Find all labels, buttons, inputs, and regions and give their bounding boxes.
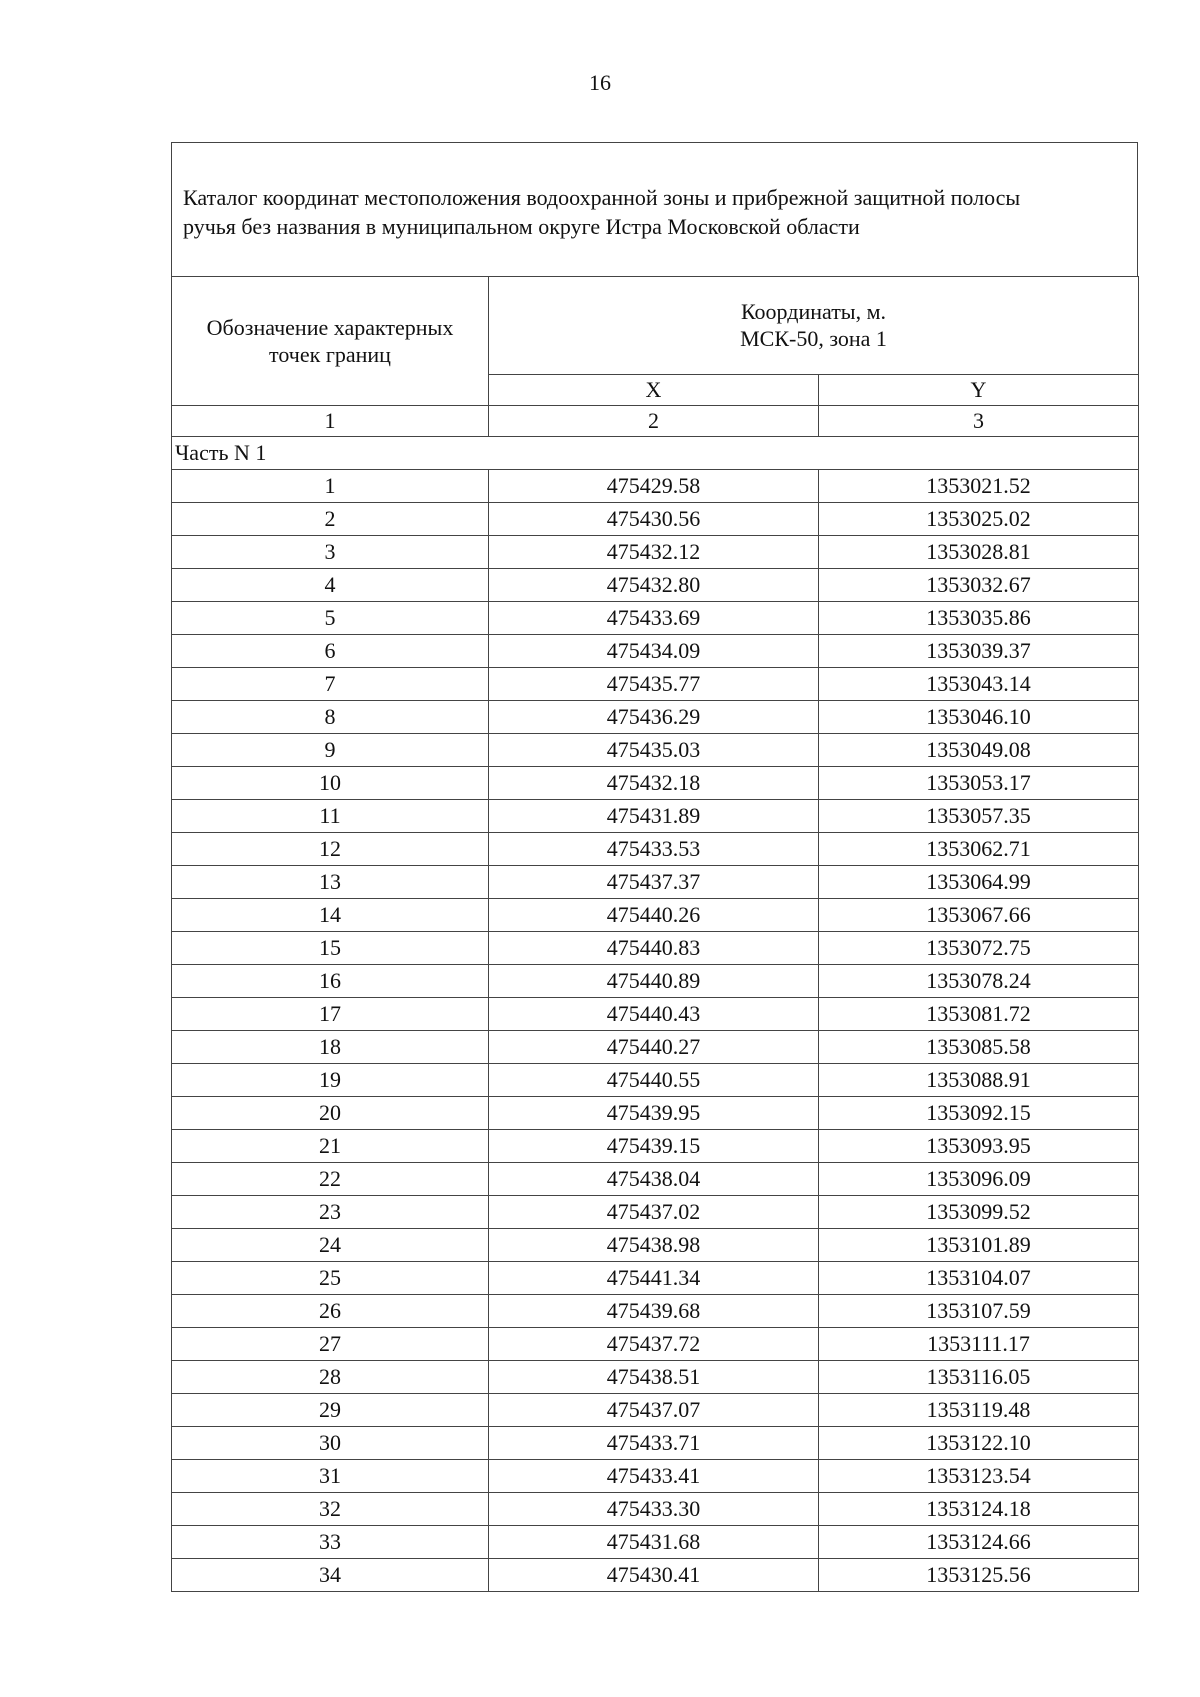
point-number-cell: 28 bbox=[172, 1361, 489, 1394]
table-row bbox=[172, 767, 1139, 800]
y-coordinate-cell: 1353067.66 bbox=[819, 899, 1139, 932]
y-coordinate-cell: 1353085.58 bbox=[819, 1031, 1139, 1064]
table-row bbox=[172, 1460, 1139, 1493]
point-number-cell: 16 bbox=[172, 965, 489, 998]
y-coordinate-cell: 1353053.17 bbox=[819, 767, 1139, 800]
table-row bbox=[172, 1526, 1139, 1559]
part-label: Часть N 1 bbox=[172, 437, 1139, 470]
point-number-cell: 29 bbox=[172, 1394, 489, 1427]
x-coordinate-cell: 475440.83 bbox=[489, 932, 819, 965]
table-row bbox=[172, 1427, 1139, 1460]
point-number-cell: 25 bbox=[172, 1262, 489, 1295]
column-number-row bbox=[172, 406, 1139, 437]
x-coordinate-cell: 475438.98 bbox=[489, 1229, 819, 1262]
point-number-cell: 22 bbox=[172, 1163, 489, 1196]
table-row bbox=[172, 1493, 1139, 1526]
point-number-cell: 3 bbox=[172, 536, 489, 569]
point-number-cell: 5 bbox=[172, 602, 489, 635]
column-number-3: 3 bbox=[819, 406, 1139, 437]
y-coordinate-cell: 1353057.35 bbox=[819, 800, 1139, 833]
y-coordinate-cell: 1353111.17 bbox=[819, 1328, 1139, 1361]
point-number-cell: 20 bbox=[172, 1097, 489, 1130]
x-coordinate-cell: 475435.03 bbox=[489, 734, 819, 767]
x-coordinate-cell: 475439.95 bbox=[489, 1097, 819, 1130]
x-coordinate-cell: 475432.18 bbox=[489, 767, 819, 800]
table-row bbox=[172, 569, 1139, 602]
table-row bbox=[172, 734, 1139, 767]
x-coordinate-cell: 475431.68 bbox=[489, 1526, 819, 1559]
table-row bbox=[172, 701, 1139, 734]
y-coordinate-cell: 1353046.10 bbox=[819, 701, 1139, 734]
point-number-cell: 26 bbox=[172, 1295, 489, 1328]
table-row bbox=[172, 899, 1139, 932]
y-coordinate-cell: 1353088.91 bbox=[819, 1064, 1139, 1097]
x-coordinate-cell: 475440.27 bbox=[489, 1031, 819, 1064]
table-row bbox=[172, 800, 1139, 833]
table-row bbox=[172, 503, 1139, 536]
header-point-label-line-1: Обозначение характерных bbox=[206, 315, 454, 340]
table-row bbox=[172, 536, 1139, 569]
x-coordinate-cell: 475440.26 bbox=[489, 899, 819, 932]
table-row bbox=[172, 1130, 1139, 1163]
y-coordinate-cell: 1353123.54 bbox=[819, 1460, 1139, 1493]
x-coordinate-cell: 475430.41 bbox=[489, 1559, 819, 1592]
table-row bbox=[172, 1361, 1139, 1394]
coordinate-catalog bbox=[171, 142, 1138, 1592]
document-title bbox=[171, 142, 1138, 276]
part-row bbox=[172, 437, 1139, 470]
x-coordinate-cell: 475437.02 bbox=[489, 1196, 819, 1229]
header-point-label-line-2: точек границ bbox=[269, 342, 391, 367]
table-row bbox=[172, 1262, 1139, 1295]
x-coordinate-cell: 475441.34 bbox=[489, 1262, 819, 1295]
header-x: X bbox=[489, 374, 819, 405]
table-row bbox=[172, 1031, 1139, 1064]
y-coordinate-cell: 1353093.95 bbox=[819, 1130, 1139, 1163]
table-row bbox=[172, 602, 1139, 635]
y-coordinate-cell: 1353125.56 bbox=[819, 1559, 1139, 1592]
x-coordinate-cell: 475440.89 bbox=[489, 965, 819, 998]
y-coordinate-cell: 1353107.59 bbox=[819, 1295, 1139, 1328]
table-row bbox=[172, 998, 1139, 1031]
x-coordinate-cell: 475433.41 bbox=[489, 1460, 819, 1493]
x-coordinate-cell: 475432.12 bbox=[489, 536, 819, 569]
y-coordinate-cell: 1353124.66 bbox=[819, 1526, 1139, 1559]
x-coordinate-cell: 475429.58 bbox=[489, 470, 819, 503]
point-number-cell: 1 bbox=[172, 470, 489, 503]
point-number-cell: 9 bbox=[172, 734, 489, 767]
x-coordinate-cell: 475437.37 bbox=[489, 866, 819, 899]
y-coordinate-cell: 1353124.18 bbox=[819, 1493, 1139, 1526]
x-coordinate-cell: 475437.72 bbox=[489, 1328, 819, 1361]
point-number-cell: 15 bbox=[172, 932, 489, 965]
table-row bbox=[172, 470, 1139, 503]
y-coordinate-cell: 1353064.99 bbox=[819, 866, 1139, 899]
table-row bbox=[172, 1394, 1139, 1427]
x-coordinate-cell: 475434.09 bbox=[489, 635, 819, 668]
y-coordinate-cell: 1353119.48 bbox=[819, 1394, 1139, 1427]
y-coordinate-cell: 1353049.08 bbox=[819, 734, 1139, 767]
point-number-cell: 13 bbox=[172, 866, 489, 899]
y-coordinate-cell: 1353021.52 bbox=[819, 470, 1139, 503]
y-coordinate-cell: 1353062.71 bbox=[819, 833, 1139, 866]
page-number: 16 bbox=[589, 70, 611, 95]
table-row bbox=[172, 932, 1139, 965]
y-coordinate-cell: 1353035.86 bbox=[819, 602, 1139, 635]
point-number-cell: 31 bbox=[172, 1460, 489, 1493]
table-row bbox=[172, 1097, 1139, 1130]
point-number-cell: 34 bbox=[172, 1559, 489, 1592]
point-number-cell: 24 bbox=[172, 1229, 489, 1262]
header-y: Y bbox=[819, 374, 1139, 405]
document-title-line-1: Каталог координат местоположения водоохранной зоны и прибрежной защитной полосы bbox=[183, 185, 1021, 210]
table-row bbox=[172, 1295, 1139, 1328]
y-coordinate-cell: 1353099.52 bbox=[819, 1196, 1139, 1229]
table-row bbox=[172, 1229, 1139, 1262]
x-coordinate-cell: 475438.04 bbox=[489, 1163, 819, 1196]
document-title-line-2: ручья без названия в муниципальном округе Истра Московской области bbox=[183, 214, 860, 239]
table-row bbox=[172, 668, 1139, 701]
y-coordinate-cell: 1353025.02 bbox=[819, 503, 1139, 536]
point-number-cell: 4 bbox=[172, 569, 489, 602]
x-coordinate-cell: 475437.07 bbox=[489, 1394, 819, 1427]
x-coordinate-cell: 475439.68 bbox=[489, 1295, 819, 1328]
header-coordinates-line-2: МСК-50, зона 1 bbox=[740, 326, 887, 352]
point-number-cell: 21 bbox=[172, 1130, 489, 1163]
y-coordinate-cell: 1353072.75 bbox=[819, 932, 1139, 965]
point-number-cell: 12 bbox=[172, 833, 489, 866]
x-coordinate-cell: 475436.29 bbox=[489, 701, 819, 734]
coordinates-table bbox=[171, 276, 1139, 1592]
x-coordinate-cell: 475433.69 bbox=[489, 602, 819, 635]
point-number-cell: 7 bbox=[172, 668, 489, 701]
table-row bbox=[172, 1328, 1139, 1361]
y-coordinate-cell: 1353104.07 bbox=[819, 1262, 1139, 1295]
point-number-cell: 2 bbox=[172, 503, 489, 536]
point-number-cell: 30 bbox=[172, 1427, 489, 1460]
table-row bbox=[172, 1163, 1139, 1196]
y-coordinate-cell: 1353096.09 bbox=[819, 1163, 1139, 1196]
table-row bbox=[172, 833, 1139, 866]
point-number-cell: 8 bbox=[172, 701, 489, 734]
y-coordinate-cell: 1353116.05 bbox=[819, 1361, 1139, 1394]
header-coordinates bbox=[489, 277, 1139, 375]
table-row bbox=[172, 1559, 1139, 1592]
point-number-cell: 33 bbox=[172, 1526, 489, 1559]
x-coordinate-cell: 475440.55 bbox=[489, 1064, 819, 1097]
point-number-cell: 27 bbox=[172, 1328, 489, 1361]
x-coordinate-cell: 475433.30 bbox=[489, 1493, 819, 1526]
y-coordinate-cell: 1353101.89 bbox=[819, 1229, 1139, 1262]
x-coordinate-cell: 475440.43 bbox=[489, 998, 819, 1031]
point-number-cell: 11 bbox=[172, 800, 489, 833]
point-number-cell: 17 bbox=[172, 998, 489, 1031]
table-row bbox=[172, 1196, 1139, 1229]
y-coordinate-cell: 1353028.81 bbox=[819, 536, 1139, 569]
y-coordinate-cell: 1353043.14 bbox=[819, 668, 1139, 701]
x-coordinate-cell: 475430.56 bbox=[489, 503, 819, 536]
x-coordinate-cell: 475431.89 bbox=[489, 800, 819, 833]
y-coordinate-cell: 1353039.37 bbox=[819, 635, 1139, 668]
header-coordinates-line-1: Координаты, м. bbox=[740, 299, 887, 325]
point-number-cell: 32 bbox=[172, 1493, 489, 1526]
column-number-1: 1 bbox=[172, 406, 489, 437]
point-number-cell: 10 bbox=[172, 767, 489, 800]
point-number-cell: 23 bbox=[172, 1196, 489, 1229]
table-row bbox=[172, 635, 1139, 668]
column-number-2: 2 bbox=[489, 406, 819, 437]
point-number-cell: 6 bbox=[172, 635, 489, 668]
header-point-label bbox=[172, 277, 489, 406]
header-row bbox=[172, 277, 1139, 375]
x-coordinate-cell: 475438.51 bbox=[489, 1361, 819, 1394]
y-coordinate-cell: 1353078.24 bbox=[819, 965, 1139, 998]
point-number-cell: 19 bbox=[172, 1064, 489, 1097]
x-coordinate-cell: 475433.53 bbox=[489, 833, 819, 866]
x-coordinate-cell: 475433.71 bbox=[489, 1427, 819, 1460]
y-coordinate-cell: 1353122.10 bbox=[819, 1427, 1139, 1460]
x-coordinate-cell: 475439.15 bbox=[489, 1130, 819, 1163]
y-coordinate-cell: 1353032.67 bbox=[819, 569, 1139, 602]
table-row bbox=[172, 1064, 1139, 1097]
table-row bbox=[172, 965, 1139, 998]
point-number-cell: 14 bbox=[172, 899, 489, 932]
x-coordinate-cell: 475432.80 bbox=[489, 569, 819, 602]
table-row bbox=[172, 866, 1139, 899]
x-coordinate-cell: 475435.77 bbox=[489, 668, 819, 701]
point-number-cell: 18 bbox=[172, 1031, 489, 1064]
y-coordinate-cell: 1353081.72 bbox=[819, 998, 1139, 1031]
y-coordinate-cell: 1353092.15 bbox=[819, 1097, 1139, 1130]
